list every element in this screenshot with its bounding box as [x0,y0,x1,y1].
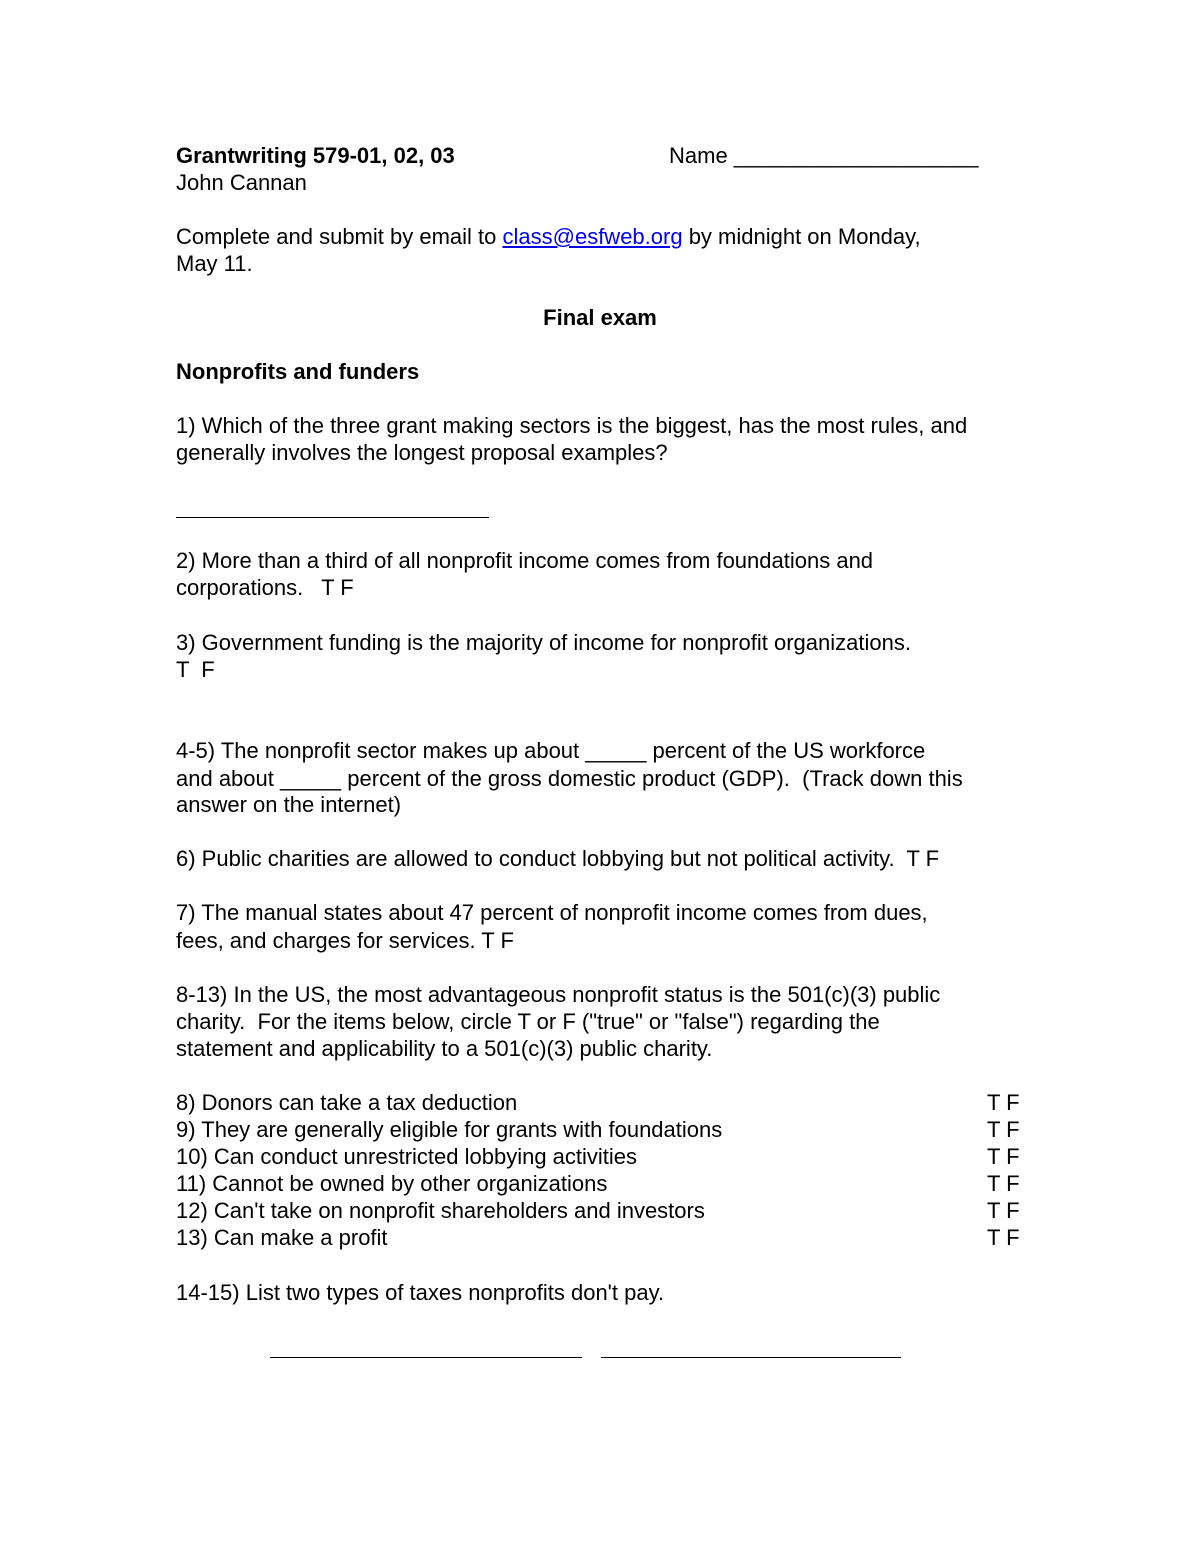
question-2-line-1: 2) More than a third of all nonprofit income comes from foundations and [176,548,874,573]
true-false-choice: T F [987,1090,1020,1115]
answer-line-1 [176,517,489,518]
question-14-15: 14-15) List two types of taxes nonprofits don't pay. [176,1280,665,1305]
question-4-5-line-1: 4-5) The nonprofit sector makes up about _____ percent of the US workforce [176,738,926,763]
question-6: 6) Public charities are allowed to conduct lobbying but not political activity. T F [176,846,940,871]
question-8-13-line-3: statement and applicability to a 501(c)(3) public charity. [176,1036,713,1061]
name-field: Name ____________________ [669,143,979,168]
section-heading: Nonprofits and funders [176,359,420,384]
question-7-line-2: fees, and charges for services. T F [176,928,514,953]
list-item: 13) Can make a profit [176,1225,388,1250]
question-1-line-2: generally involves the longest proposal examples? [176,440,668,465]
list-item: 10) Can conduct unrestricted lobbying activities [176,1144,638,1169]
true-false-choice: T F [987,1198,1020,1223]
exam-title: Final exam [543,305,657,330]
list-item: 9) They are generally eligible for grants with foundations [176,1117,723,1142]
question-8-13-line-1: 8-13) In the US, the most advantageous nonprofit status is the 501(c)(3) public [176,982,941,1007]
list-item: 11) Cannot be owned by other organizations [176,1171,608,1196]
question-3-line-1: 3) Government funding is the majority of income for nonprofit organizations. [176,630,911,655]
true-false-choice: T F [987,1144,1020,1169]
email-link[interactable]: class@esfweb.org [502,224,683,249]
true-false-choice: T F [987,1225,1020,1250]
question-1-line-1: 1) Which of the three grant making sectors is the biggest, has the most rules, and [176,413,968,438]
true-false-choice: T F [987,1117,1020,1142]
question-8-13-line-2: charity. For the items below, circle T or F ("true" or "false") regarding the [176,1009,880,1034]
question-7-line-1: 7) The manual states about 47 percent of nonprofit income comes from dues, [176,900,928,925]
instructions-line-2: May 11. [176,251,253,276]
instructions-text: Complete and submit by email to [176,224,503,249]
answer-line-15 [601,1357,901,1358]
true-false-choice: T F [987,1171,1020,1196]
list-item: 12) Can't take on nonprofit shareholders and investors [176,1198,705,1223]
question-4-5-line-2: and about _____ percent of the gross domestic product (GDP). (Track down this [176,766,963,791]
instructions-deadline: by midnight on Monday, [682,224,921,249]
course-title: Grantwriting 579-01, 02, 03 [176,143,455,168]
answer-line-14 [270,1357,582,1358]
question-4-5-line-3: answer on the internet) [176,792,402,817]
instructions-line-1 [176,223,921,250]
instructor-name: John Cannan [176,170,307,195]
question-2-line-2: corporations. T F [176,575,354,600]
question-3-line-2: T F [176,657,215,682]
list-item: 8) Donors can take a tax deduction [176,1090,518,1115]
